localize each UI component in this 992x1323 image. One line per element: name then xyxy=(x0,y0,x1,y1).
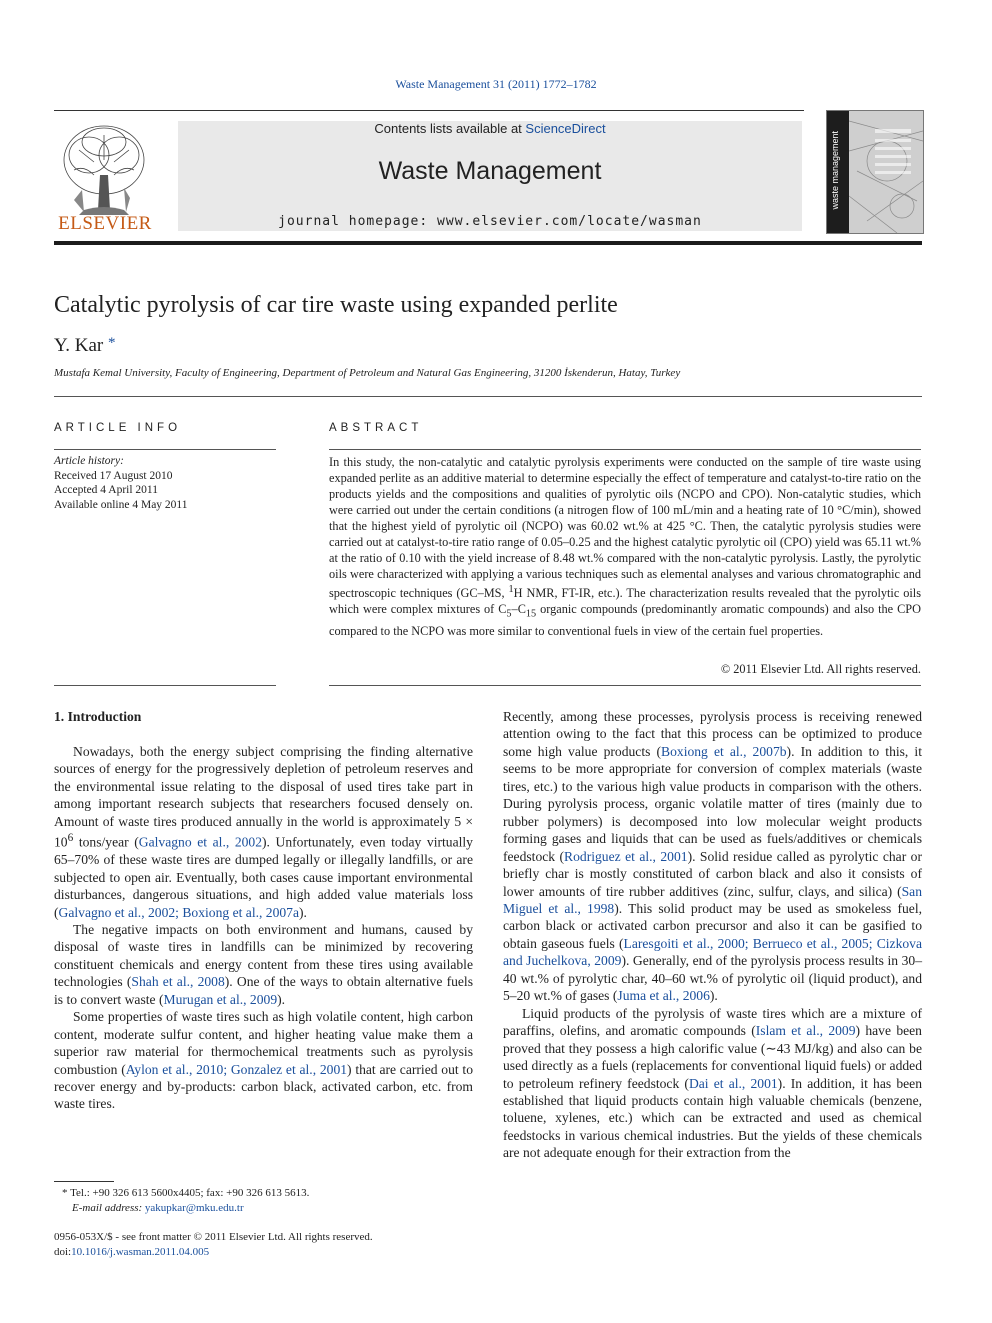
affiliation: Mustafa Kemal University, Faculty of Engineering, Department of Petroleum and Natural Gas Engineering, 31200 İskenderun, Hatay, Turkey xyxy=(54,367,681,379)
ref-galvagno-2002[interactable]: Galvagno et al., 2002 xyxy=(138,834,263,850)
publisher-name: ELSEVIER xyxy=(58,213,152,234)
ref-juma-2006[interactable]: Juma et al., 2006 xyxy=(617,988,710,1004)
abstract-text: In this study, the non-catalytic and catalytic pyrolysis experiments were conducted on the sample of tire waste using expanded perlite as an additive material to determine especially the effect of temperature and catalyst-to-tire ratio on the products yields and the compositions and qualities of pyrolytic oils (NCPO and CPO). Non-catalytic studies, which were carried out under the certain conditions (a nitrogen flow of 100 mL/min and a heating rate of 10 °C/min), showed that the highest yield of pyrolytic oil (NCPO) was 60.02 wt.% at 425 °C. Then, the catalytic pyrolysis studies were carried out at catalyst-to-tire ratio range of 0.05–0.25 and the highest catalytic pyrolytic oil (CPO) yield was 65.11 wt.% at the ratio of 0.10 with the yield increase of 8.48 wt.% compared with the non-catalytic pyrolysis. Lastly, the pyrolytic oils were characterized with applying a various techniques such as elemental analyses and various chromatographic and spectroscopic techniques (GC–MS, $^1$H NMR, FT-IR, etc.). The characterization results revealed that the pyrolytic oils which were complex mixtures of $C_5-C_{15}$ organic compounds (predominantly aromatic compounds) and also the CPO compared to the NCPO was more similar to conventional fuels in view of the certain fuel properties. xyxy=(329,455,922,638)
corresponding-author-mark[interactable]: * xyxy=(108,335,116,351)
journal-cover-thumbnail[interactable] xyxy=(826,110,924,234)
abstract-rule xyxy=(329,449,921,450)
journal-citation[interactable]: Waste Management 31 (2011) 1772–1782 xyxy=(395,77,597,91)
sciencedirect-link[interactable]: ScienceDirect xyxy=(525,121,606,136)
article-history xyxy=(54,454,188,512)
received-date: Received 17 August 2010 xyxy=(54,469,173,482)
footnote-rule xyxy=(54,1181,114,1182)
doi-link[interactable]: 10.1016/j.wasman.2011.04.005 xyxy=(71,1246,210,1258)
article-info-heading: ARTICLE INFO xyxy=(54,422,182,434)
body-right-column: Recently, among these processes, pyrolysis process is receiving renewed attention owing to the fact that this process can be optimized to produce some high value products (Boxiong et al., 2007b). In addition to this, it seems to be more appropriate for conversion of complex materials (waste tires, etc.) to the various high value products in comparison with the others. During pyrolysis process, organic volatile matter of tires (mainly due to rubber polymers) is decomposed into low molecular weight products forming gases and liquids that can be used as fuels/additives or chemicals feedstock (Rodriguez et al., 2001). Solid residue called as pyrolytic char or briefly char is mostly constituted of carbon black and also it consists of lower amounts of tire rubber additives (zinc, sulfur, clays, and silica) (San Miguel et al., 1998). This solid product may be used as smokeless fuel, carbon black or activated carbon precursor and also it can be gasified to obtain gaseous fuels (Laresgoiti et al., 2000; Berrueco et al., 2005; Cizkova and Juchelkova, 2009). Generally, end of the pyrolysis process results in 30–40 wt.% of pyrolytic char, 40–60 wt.% of pyrolytic oil (liquid product), and 5–20 wt.% of gases (Juma et al., 2006). Liquid products of the pyrolysis of waste tires which are a mixture of paraffins, olefins, and aromatic compounds (Islam et al., 2009) have been proved that they possess a high calorific value (∼43 MJ/kg) and also can be used directly as a fuels (replacements for conventional liquid fuels) or added to petroleum refinery feedstock (Dai et al., 2001). In addition, it has been established that liquid products contain high valuable chemicals (benzene, toluene, xylenes, etc.) which can be extracted and used as chemical feedstocks in various chemical industries. But the yields of these chemicals are not adequate enough for their extraction from the xyxy=(503,709,922,1161)
section-heading-introduction: 1. Introduction xyxy=(54,709,142,724)
doi-line: doi:10.1016/j.wasman.2011.04.005 xyxy=(54,1246,210,1258)
ref-san-miguel-1998[interactable]: San Miguel et al., 1998 xyxy=(503,883,922,916)
title-rule xyxy=(54,396,922,397)
footnote-email-line: E-mail address: yakupkar@mku.edu.tr xyxy=(72,1202,244,1214)
abstract-copyright: © 2011 Elsevier Ltd. All rights reserved. xyxy=(720,662,921,676)
ref-islam-2009[interactable]: Islam et al., 2009 xyxy=(755,1023,856,1039)
header-thick-rule xyxy=(54,241,922,245)
ref-laresgoiti-berrueco-cizkova[interactable]: Laresgoiti et al., 2000; Berrueco et al., 2005; Cizkova and Juchelkova, 2009 xyxy=(503,935,922,969)
issn-block xyxy=(54,1230,494,1260)
author-line xyxy=(54,335,116,357)
ref-dai-2001[interactable]: Dai et al., 2001 xyxy=(688,1075,778,1091)
author-name: Y. Kar xyxy=(54,335,104,356)
footnote xyxy=(54,1186,474,1216)
ref-aylon-gonzalez[interactable]: Aylon et al., 2010; Gonzalez et al., 2001 xyxy=(125,1061,348,1077)
cover-spine: waste management xyxy=(827,111,849,233)
ref-shah-2008[interactable]: Shah et al., 2008 xyxy=(131,974,225,990)
ref-murugan-2009[interactable]: Murugan et al., 2009 xyxy=(163,991,278,1007)
abstract-heading: ABSTRACT xyxy=(329,422,423,434)
article-info-rule xyxy=(54,449,276,450)
header-rule xyxy=(54,110,804,111)
online-date: Available online 4 May 2011 xyxy=(54,498,188,511)
journal-title: Waste Management xyxy=(378,157,602,185)
body-left-column: 1. Introduction Nowadays, both the energy subject comprising the finding alternative sources of energy for the progressively depletion of petroleum reserves and the environmental issue relating to the disposal of used tires take part in among important research subjects that researchers focused densely on. Amount of waste tires produced annually in the world is approximately $5 \times 10^6$ tons/year (Galvagno et al., 2002). Unfortunately, even today virtually 65–70% of these waste tires are dumped legally or illegally landfills, or are subjected to open air. Eventually, both cases cause important environmental disturbances, dangerous situations, and high added value materials loss (Galvagno et al., 2002; Boxiong et al., 2007a). The negative impacts on both environment and humans, caused by disposal of waste tires in landfills can be minimized by recovering constituent chemicals and energy content from these tires using available technologies (Shah et al., 2008). One of the ways to obtain alternative fuels is to convert waste (Murugan et al., 2009). Some properties of waste tires such as high volatile content, high carbon content, moderate sulfur content, and higher heating value make them a superior raw material for thermochemical treatments such as pyrolysis combustion (Aylon et al., 2010; Gonzalez et al., 2001) that are carried out to recover energy and by-products: carbon black, activated carbon, etc. from waste tires. xyxy=(54,709,473,1112)
ref-rodriguez-2001[interactable]: Rodriguez et al., 2001 xyxy=(564,848,688,864)
journal-homepage[interactable]: journal homepage: www.elsevier.com/locate/wasman xyxy=(278,214,702,229)
article-info-bottom-rule xyxy=(54,685,276,686)
history-label: Article history: xyxy=(54,455,124,467)
abstract-bottom-rule xyxy=(329,685,921,686)
journal-banner xyxy=(178,121,802,231)
ref-galvagno-boxiong[interactable]: Galvagno et al., 2002; Boxiong et al., 2007a xyxy=(58,904,300,920)
accepted-date: Accepted 4 April 2011 xyxy=(54,484,159,496)
issn-line: 0956-053X/$ - see front matter © 2011 Elsevier Ltd. All rights reserved. xyxy=(54,1231,373,1243)
article-title: Catalytic pyrolysis of car tire waste using expanded perlite xyxy=(54,292,618,318)
ref-boxiong-2007b[interactable]: Boxiong et al., 2007b xyxy=(661,743,787,759)
contents-line: Contents lists available at ScienceDirect xyxy=(374,121,606,136)
footnote-contact: * Tel.: +90 326 613 5600x4405; fax: +90 326 613 5613. xyxy=(62,1187,310,1199)
author-email-link[interactable]: yakupkar@mku.edu.tr xyxy=(144,1202,244,1214)
